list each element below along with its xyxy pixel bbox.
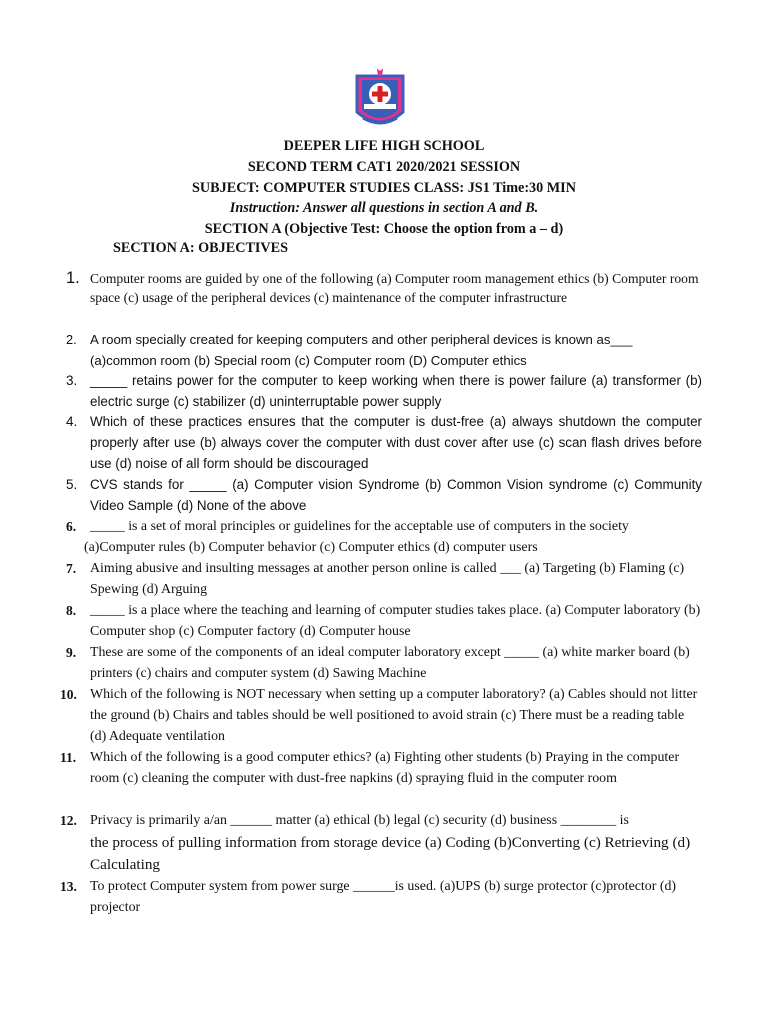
question-text: These are some of the components of an ideal computer laboratory except _____ (a) white marker board (b) printers (c) chairs and computer system (d) Sawing Machine xyxy=(90,645,690,681)
question-item xyxy=(60,329,702,371)
question-number: 1. xyxy=(66,269,80,287)
exam-header xyxy=(0,136,768,240)
question-list xyxy=(60,270,702,919)
school-name: DEEPER LIFE HIGH SCHOOL xyxy=(283,138,485,154)
question-text: _____ is a set of moral principles or guidelines for the acceptable use of computers in the society xyxy=(90,519,629,534)
question-item xyxy=(60,475,702,517)
question-item xyxy=(60,517,702,559)
question-item xyxy=(60,371,702,412)
question-text: Aiming abusive and insulting messages at another person online is called ___ (a) Targeting (b) Flaming (c) Spewing (d) Arguing xyxy=(90,561,685,597)
question-number: 11. xyxy=(60,750,77,765)
question-number: 4. xyxy=(66,414,78,429)
question-text: _____ retains power for the computer to keep working when there is power failure (a) transformer (b) electric surge (c) stabilizer (d) uninterruptable power supply xyxy=(90,373,702,409)
section-heading: SECTION A: OBJECTIVES xyxy=(113,240,289,256)
question-item xyxy=(60,877,702,919)
question-number: 9. xyxy=(66,645,77,660)
question-text: Which of these practices ensures that the computer is dust-free (a) always shutdown the computer properly after use (b) always cover the computer with dust cover after use (c) scan flash drives before use (d) noise of all form should be discouraged xyxy=(90,414,702,471)
section-title: SECTION A (Objective Test: Choose the option from a – d) xyxy=(204,221,564,238)
school-logo xyxy=(353,66,407,134)
question-item xyxy=(60,270,702,332)
question-text: CVS stands for _____ (a) Computer vision Syndrome (b) Common Vision syndrome (c) Community Video Sample (d) None of the above xyxy=(90,477,702,513)
question-number: 10. xyxy=(60,687,77,702)
question-text: Privacy is primarily a/an ______ matter (a) ethical (b) legal (c) security (d) business ________ is xyxy=(90,813,629,828)
question-item xyxy=(60,601,702,643)
question-item xyxy=(60,748,702,811)
question-text: Which of the following is a good computer ethics? (a) Fighting other students (b) Praying in the computer room (c) cleaning the computer with dust-free napkins (d) spraying fluid in the computer room xyxy=(90,750,680,786)
question-continuation: (a)Computer rules (b) Computer behavior (c) Computer ethics (d) computer users xyxy=(84,539,538,555)
question-text: _____ is a place where the teaching and learning of computer studies takes place. (a) Computer laboratory (b) Computer shop (c) Computer factory (d) Computer house xyxy=(90,603,701,639)
term-title: SECOND TERM CAT1 2020/2021 SESSION xyxy=(247,158,521,175)
question-number: 3. xyxy=(66,373,78,388)
question-number: 5. xyxy=(66,477,78,492)
question-item xyxy=(60,559,702,601)
question-text: Computer rooms are guided by one of the following (a) Computer room management ethics (b) Computer room space (c) usage of the peripheral devices (c) maintenance of the computer infrastructure xyxy=(90,271,699,305)
question-number: 12. xyxy=(60,813,77,828)
school-crest-icon xyxy=(353,66,407,134)
question-text: To protect Computer system from power surge ______is used. (a)UPS (b) surge protector (c)protector (d) projector xyxy=(90,879,677,915)
question-text: A room specially created for keeping computers and other peripheral devices is known as___ (a)common room (b) Special room (c) Computer room (D) Computer ethics xyxy=(90,332,633,368)
question-number: 8. xyxy=(66,603,77,618)
question-item xyxy=(60,412,702,475)
question-number: 2. xyxy=(66,332,77,347)
instruction: Instruction: Answer all questions in section A and B. xyxy=(229,200,539,217)
subject-line: SUBJECT: COMPUTER STUDIES CLASS: JS1 Time:30 MIN xyxy=(192,179,576,196)
question-continuation: the process of pulling information from storage device (a) Coding (b)Converting (c) Retrieving (d) Calculating xyxy=(90,833,691,873)
question-item xyxy=(60,811,702,877)
question-number: 13. xyxy=(60,879,77,894)
question-number: 7. xyxy=(66,561,77,576)
question-text: Which of the following is NOT necessary when setting up a computer laboratory? (a) Cables should not litter the ground (b) Chairs and tables should be well positioned to avoid strain (c) There must be a reading table (d) Adequate ventilation xyxy=(90,687,698,744)
question-item xyxy=(60,685,702,748)
question-number: 6. xyxy=(66,519,77,534)
question-item xyxy=(60,643,702,685)
